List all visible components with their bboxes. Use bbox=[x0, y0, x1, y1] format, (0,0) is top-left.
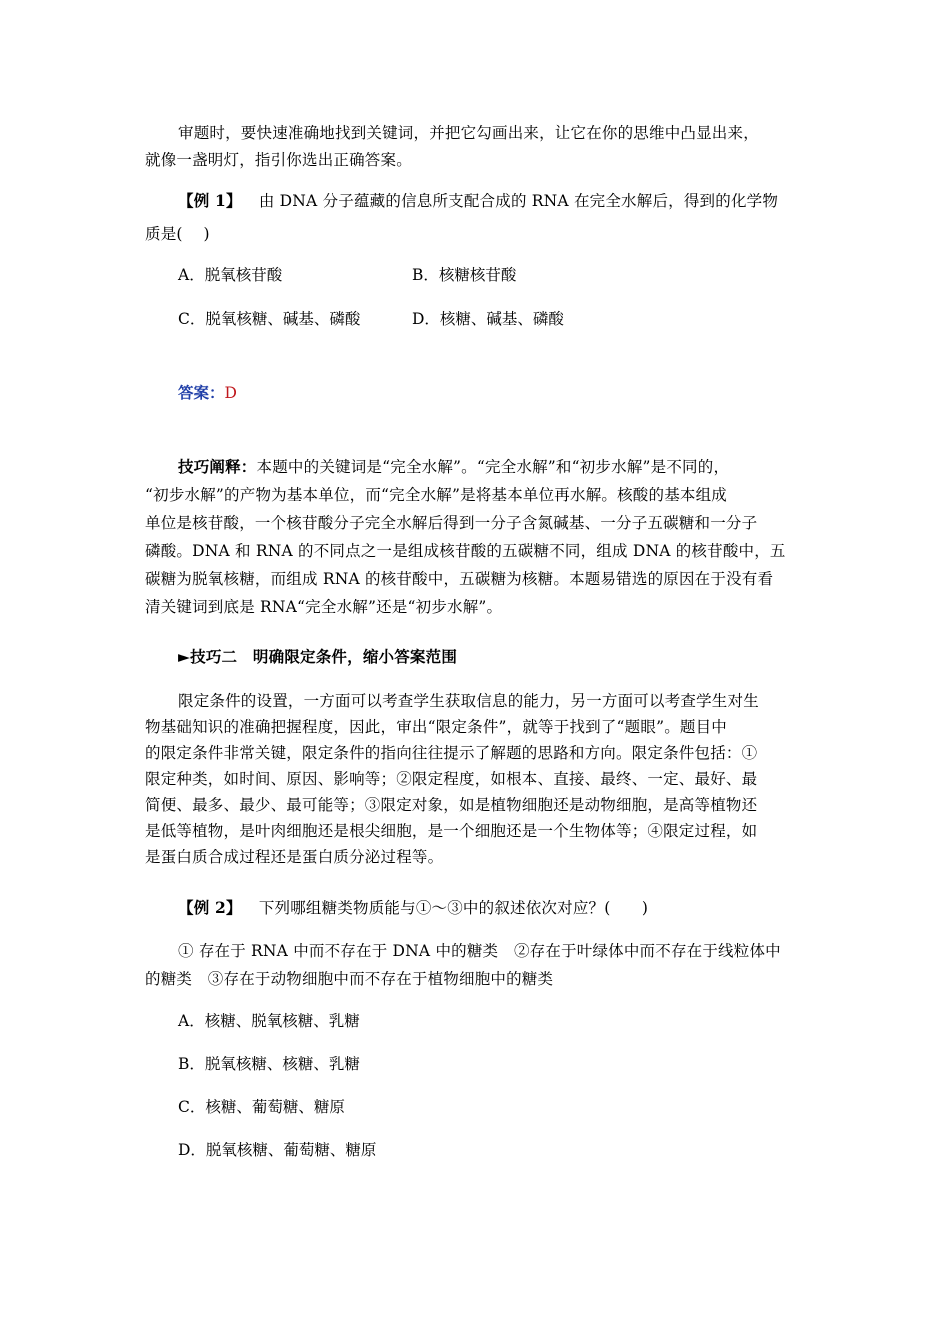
example2-tag: 【例 2】 bbox=[178, 898, 242, 917]
technique2-para-line-5: 简便、最多、最少、最可能等；③限定对象，如是植物细胞还是动物细胞，是高等植物还 bbox=[145, 796, 758, 814]
example1-option-d: D．核糖、碱基、磷酸 bbox=[412, 310, 564, 328]
answer-value: D bbox=[224, 384, 237, 402]
example1-option-c: C．脱氧核糖、碱基、磷酸 bbox=[178, 310, 361, 328]
technique2-para-line-6: 是低等植物，是叶肉细胞还是根尖细胞，是一个细胞还是一个生物体等；④限定过程，如 bbox=[145, 822, 758, 840]
explanation-line-6: 清关键词到底是 RNA“完全水解”还是“初步水解”。 bbox=[145, 598, 503, 616]
example1-question-line-1 bbox=[178, 189, 810, 213]
example2-option-b: B．脱氧核糖、核糖、乳糖 bbox=[178, 1055, 360, 1073]
answer-label: 答案： bbox=[178, 383, 225, 402]
example1-question-line-2: 质是( ) bbox=[145, 225, 210, 243]
explanation-line-4: 磷酸。DNA 和 RNA 的不同点之一是组成核苷酸的五碳糖不同，组成 DNA 的核苷酸中，五 bbox=[145, 542, 786, 560]
explanation-label: 技巧阐释： bbox=[178, 457, 257, 476]
intro-line-2: 就像一盏明灯，指引你选出正确答案。 bbox=[145, 151, 412, 169]
example2-statement-line-1: ① 存在于 RNA 中而不存在于 DNA 中的糖类 ②存在于叶绿体中而不存在于线粒体中 bbox=[178, 942, 781, 960]
explanation-text-1: 本题中的关键词是“完全水解”。“完全水解”和“初步水解”是不同的， bbox=[256, 458, 730, 476]
example1-option-b: B．核糖核苷酸 bbox=[412, 266, 517, 284]
example2-question-line bbox=[178, 896, 810, 920]
example1-answer bbox=[178, 381, 237, 405]
explanation-line-2: “初步水解”的产物为基本单位，而“完全水解”是将基本单位再水解。核酸的基本组成 bbox=[145, 486, 727, 504]
technique2-heading: ►技巧二 明确限定条件，缩小答案范围 bbox=[178, 647, 458, 666]
technique2-para-line-7: 是蛋白质合成过程还是蛋白质分泌过程等。 bbox=[145, 848, 444, 866]
example2-statement-line-2: 的糖类 ③存在于动物细胞中而不存在于植物细胞中的糖类 bbox=[145, 970, 554, 988]
explanation-line-1 bbox=[178, 455, 810, 479]
technique2-para-line-3: 的限定条件非常关键，限定条件的指向往往提示了解题的思路和方向。限定条件包括：① bbox=[145, 744, 758, 762]
example1-tag: 【例 1】 bbox=[178, 191, 242, 210]
example2-option-d: D．脱氧核糖、葡萄糖、糖原 bbox=[178, 1141, 377, 1159]
technique2-para-line-4: 限定种类，如时间、原因、影响等；②限定程度，如根本、直接、最终、一定、最好、最 bbox=[145, 770, 758, 788]
technique2-para-line-1: 限定条件的设置，一方面可以考查学生获取信息的能力，另一方面可以考查学生对生 bbox=[178, 692, 759, 710]
example2-question-text: 下列哪组糖类物质能与①～③中的叙述依次对应？( ) bbox=[258, 899, 649, 917]
example2-option-c: C．核糖、葡萄糖、糖原 bbox=[178, 1098, 345, 1116]
example1-question-text: 由 DNA 分子蕴藏的信息所支配合成的 RNA 在完全水解后，得到的化学物 bbox=[258, 192, 779, 210]
example2-option-a: A．核糖、脱氧核糖、乳糖 bbox=[178, 1012, 360, 1030]
intro-line-1: 审题时，要快速准确地找到关键词，并把它勾画出来，让它在你的思维中凸显出来， bbox=[178, 124, 759, 142]
example1-option-a: A．脱氧核苷酸 bbox=[178, 266, 283, 284]
explanation-line-3: 单位是核苷酸，一个核苷酸分子完全水解后得到一分子含氮碱基、一分子五碳糖和一分子 bbox=[145, 514, 758, 532]
technique2-para-line-2: 物基础知识的准确把握程度，因此，审出“限定条件”，就等于找到了“题眼”。题目中 bbox=[145, 718, 727, 736]
explanation-line-5: 碳糖为脱氧核糖，而组成 RNA 的核苷酸中，五碳糖为核糖。本题易错选的原因在于没有看 bbox=[145, 570, 774, 588]
